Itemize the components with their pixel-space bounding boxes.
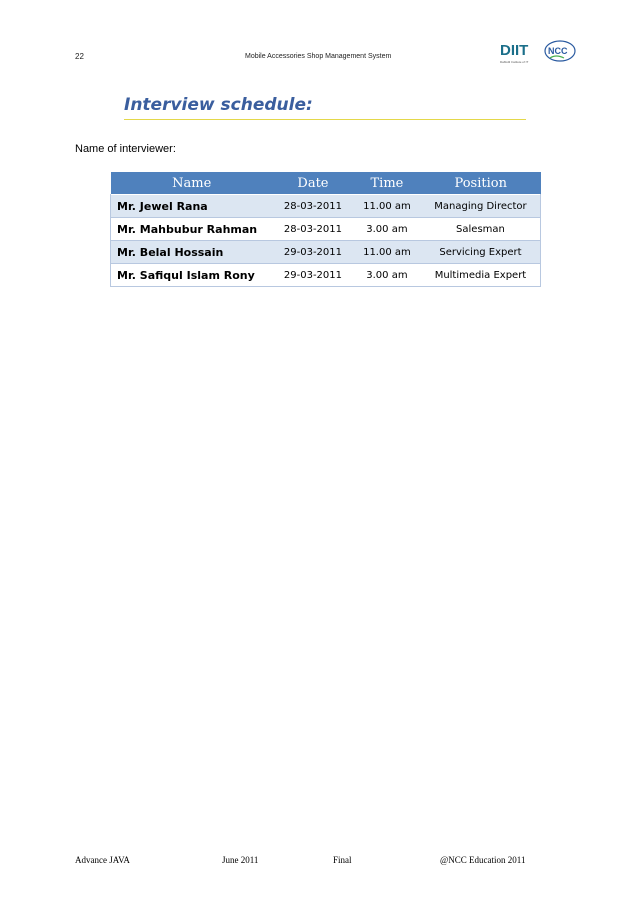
section-heading: Interview schedule: <box>124 95 526 120</box>
table-row <box>111 241 541 264</box>
document-title: Mobile Accessories Shop Management System <box>245 53 392 60</box>
diit-ncc-logo <box>498 38 578 66</box>
footer-status: Final <box>333 855 352 865</box>
cell-name: Mr. Safiqul Islam Rony <box>111 264 274 287</box>
cell-position: Servicing Expert <box>421 241 541 264</box>
column-header-date: Date <box>273 172 353 195</box>
table-row <box>111 195 541 218</box>
interviewer-label: Name of interviewer: <box>75 143 176 155</box>
cell-name: Mr. Belal Hossain <box>111 241 274 264</box>
table-row <box>111 264 541 287</box>
footer-date: June 2011 <box>222 855 259 865</box>
cell-time: 11.00 am <box>353 241 421 264</box>
cell-name: Mr. Jewel Rana <box>111 195 274 218</box>
cell-date: 28-03-2011 <box>273 195 353 218</box>
footer-course: Advance JAVA <box>75 855 130 865</box>
cell-time: 3.00 am <box>353 218 421 241</box>
cell-date: 29-03-2011 <box>273 264 353 287</box>
page-header <box>75 42 568 70</box>
logo-diit-text: DIIT <box>500 42 529 59</box>
page-number: 22 <box>75 52 84 61</box>
column-header-time: Time <box>353 172 421 195</box>
cell-time: 11.00 am <box>353 195 421 218</box>
cell-name: Mr. Mahbubur Rahman <box>111 218 274 241</box>
cell-time: 3.00 am <box>353 264 421 287</box>
cell-date: 29-03-2011 <box>273 241 353 264</box>
table-header-row <box>111 172 541 195</box>
footer-copyright: @NCC Education 2011 <box>440 855 526 865</box>
cell-position: Multimedia Expert <box>421 264 541 287</box>
cell-position: Salesman <box>421 218 541 241</box>
logo-tagline: Daffodil Institute of IT <box>500 60 529 64</box>
cell-position: Managing Director <box>421 195 541 218</box>
column-header-position: Position <box>421 172 541 195</box>
logo-ncc-text: NCC <box>548 46 568 56</box>
cell-date: 28-03-2011 <box>273 218 353 241</box>
interview-schedule-table <box>110 172 541 287</box>
table-row <box>111 218 541 241</box>
column-header-name: Name <box>111 172 274 195</box>
